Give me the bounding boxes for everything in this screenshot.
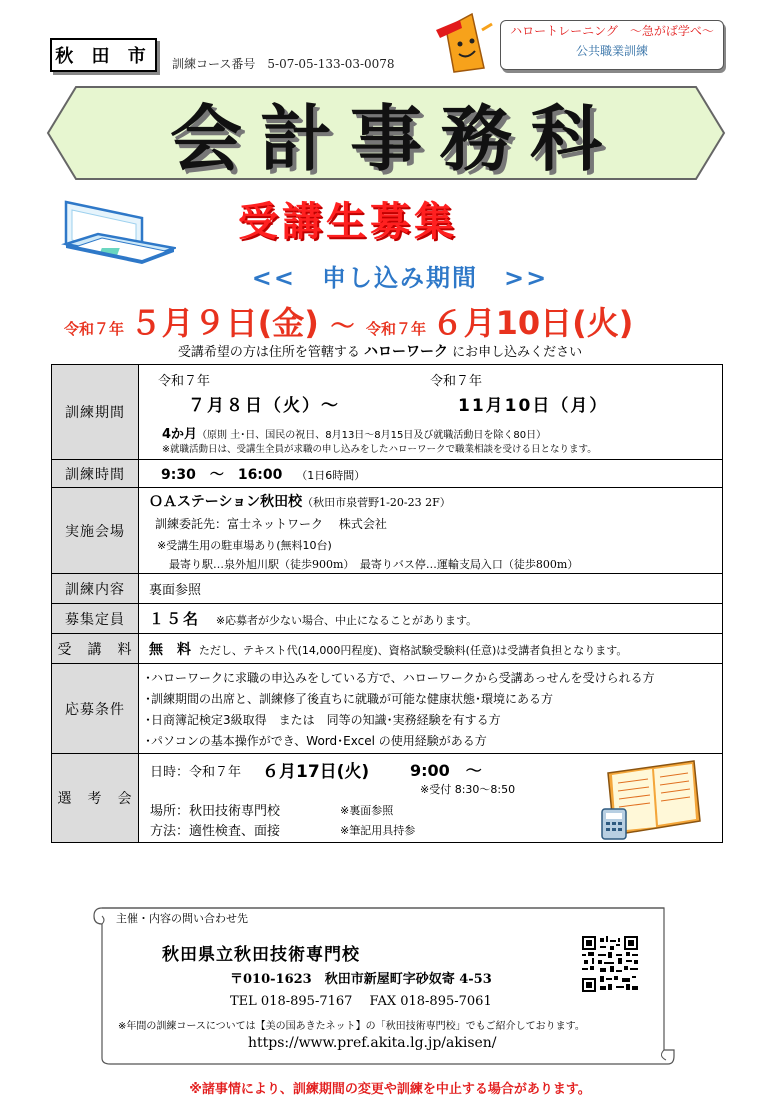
fee-value: 無 料	[149, 641, 191, 658]
warning-text: ※諸事情により、訓練期間の変更や訓練を中止する場合があります。	[189, 1082, 591, 1097]
time-note: （1日6時間）	[296, 468, 366, 482]
city-label: 秋 田 市	[50, 38, 157, 72]
selection-method-note: ※筆記用具持参	[340, 824, 416, 837]
content-value: 裏面参照	[139, 574, 723, 604]
period-cell	[139, 365, 723, 460]
period-end-era: 令和７年	[430, 374, 483, 389]
label-selection: 選 考 会	[52, 754, 139, 843]
condition-item: ･パソコンの基本操作ができ、Word･Excel の使用経験がある方	[145, 734, 487, 748]
condition-item: ･ハローワークに求職の申込みをしている方で、ハローワークから受講あっせんを受けられる方	[145, 671, 655, 685]
contact-note: ※年間の訓練コースについては【美の国あきたネット】の「秋田技術専門校」でもご紹介しております。	[118, 1021, 585, 1032]
contact-address: 〒010-1623 秋田市新屋町字砂奴寄 4-53	[230, 972, 492, 987]
period-note: ※就職活動日は、受講生全員が求職の申し込みをしたハローワークで職業相談を受ける日となります。	[162, 444, 597, 455]
date-tilde: ～	[330, 312, 355, 340]
table-row	[52, 365, 723, 460]
start-date: ５月９日(金)	[129, 304, 319, 342]
label-venue: 実施会場	[52, 488, 139, 574]
apply-note-post: にお申し込みください	[452, 345, 583, 360]
application-dates	[64, 298, 724, 344]
condition-item: ･日商簿記検定3級取得 または 同等の知識･実務経験を有する方	[145, 713, 501, 727]
period-end: 11月10日（月）	[458, 396, 609, 416]
period-months-note: （原則 土･日、国民の祝日、8月13日～8月15日及び就職活動日を除く80日）	[197, 430, 547, 441]
selection-place-note: ※裏面参照	[340, 804, 394, 817]
apply-note	[140, 341, 620, 361]
contact-phone: TEL 018-895-7167 FAX 018-895-7061	[230, 994, 492, 1009]
mascot-icon	[432, 10, 498, 80]
contact-box	[88, 900, 678, 1066]
venue-access: 最寄り駅…泉外旭川駅（徒歩900m） 最寄りバス停…運輸支局入口（徒歩800m）	[169, 558, 579, 571]
contact-url[interactable]: https://www.pref.akita.lg.jp/akisen/	[248, 1035, 497, 1051]
notebook-icon	[598, 759, 702, 841]
slogan-line1: ハロートレーニング ～急がば学べ～	[510, 24, 714, 38]
laptop-icon	[58, 198, 176, 288]
selection-reception: ※受付 8:30～8:50	[420, 783, 516, 796]
table-row	[52, 574, 723, 604]
period-start-era: 令和７年	[158, 374, 211, 389]
label-capacity: 募集定員	[52, 604, 139, 634]
page-title: 会計事務科	[169, 97, 620, 181]
label-time: 訓練時間	[52, 460, 139, 488]
apply-note-bold: ハローワーク	[364, 344, 448, 360]
application-period-heading: << 申し込み期間 >>	[251, 264, 549, 292]
venue-address: （秋田市泉菅野1-20-23 2F）	[302, 496, 451, 509]
label-fee: 受 講 料	[52, 634, 139, 664]
label-content: 訓練内容	[52, 574, 139, 604]
apply-note-pre: 受講希望の方は住所を管轄する	[177, 345, 360, 360]
end-date: ６月10日(火)	[431, 304, 634, 342]
selection-time: 9:00 ～	[410, 761, 482, 780]
table-row	[52, 488, 723, 574]
table-row	[52, 460, 723, 488]
table-row	[52, 664, 723, 754]
course-info-table	[51, 364, 723, 843]
selection-date: ６月17日(火)	[262, 762, 370, 782]
label-period: 訓練期間	[52, 365, 139, 460]
period-months: 4か月	[162, 427, 198, 442]
fee-note: ただし、テキスト代(14,000円程度)、資格試験受験料(任意)は受講者負担となります。	[198, 643, 628, 657]
capacity-note: ※応募者が少ない場合、中止になることがあります。	[215, 614, 478, 627]
venue-contractor: 訓練委託先：富士ネットワーク 株式会社	[155, 517, 387, 531]
table-row	[52, 604, 723, 634]
venue-parking: ※受講生用の駐車場あり(無料10台)	[157, 539, 332, 552]
condition-item: ･訓練期間の出席と、訓練修了後直ちに就職が可能な健康状態･環境にある方	[145, 692, 554, 706]
course-number: 訓練コース番号 5-07-05-133-03-0078	[172, 57, 395, 71]
start-era: 令和７年	[64, 320, 125, 338]
selection-place: 場所：秋田技術専門校	[150, 804, 281, 819]
title-banner	[46, 85, 726, 181]
end-era: 令和７年	[366, 320, 427, 338]
time-value: 9:30 ～ 16:00	[161, 466, 283, 483]
contact-heading: 主催・内容の問い合わせ先	[116, 912, 248, 925]
period-start: ７月８日（火）～	[188, 396, 340, 416]
slogan-box	[500, 20, 724, 70]
capacity-value: １５名	[149, 610, 201, 628]
selection-method: 方法：適性検査、面接	[150, 824, 281, 839]
slogan-line2: 公共職業訓練	[575, 44, 648, 58]
table-row	[52, 634, 723, 664]
venue-name: ＯＡステーション秋田校	[149, 494, 303, 510]
contact-org: 秋田県立秋田技術専門校	[162, 945, 360, 965]
selection-date-pre: 日時：令和７年	[150, 765, 242, 780]
qr-code-icon[interactable]	[582, 936, 638, 992]
recruit-heading: 受講生募集	[238, 199, 458, 245]
label-conditions: 応募条件	[52, 664, 139, 754]
table-row	[52, 754, 723, 843]
